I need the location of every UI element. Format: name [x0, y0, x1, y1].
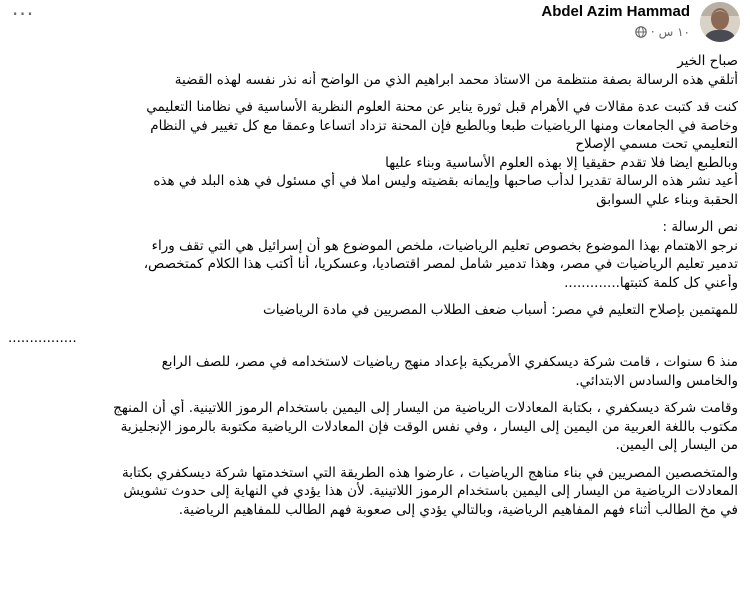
- text-line: والمتخصصين المصريين في بناء مناهج الرياضيات ، عارضوا هذه الطريقة التي استخدمتها شركة ديسكفري بكتابة: [122, 464, 738, 481]
- paragraph-intro: [8, 98, 738, 209]
- post-body: [8, 52, 738, 528]
- text-line: نرجو الاهتمام بهذا الموضوع بخصوص تعليم الرياضيات، ملخص الموضوع هو أن إسرائيل هي التي تقف وراء: [151, 237, 738, 254]
- text-line: وبالطبع ايضا فلا تقدم حقيقيا إلا بهذه العلوم الأساسية وبناء عليها: [385, 154, 738, 171]
- avatar-photo: [700, 2, 740, 42]
- text-line: كنت قد كتبت عدة مقالات في الأهرام قبل ثورة يناير عن محنة العلوم النظرية الأساسية في نظامنا التعليمي: [146, 99, 738, 115]
- text-line: الحقبة وبناء علي السوابق: [596, 191, 738, 208]
- text-line: منذ 6 سنوات ، قامت شركة ديسكفري الأمريكية بإعداد منهج رياضيات لاستخدامه في مصر، للصف الرابع: [161, 354, 738, 370]
- text-line: أعيد نشر هذه الرسالة تقديرا لدأب صاحبها وإيمانه بقضيته وليس املا في أي مسئول في هذه البلد في هذه: [153, 173, 738, 189]
- author-name[interactable]: Abdel Azim Hammad: [541, 3, 690, 20]
- text-line: من اليسار إلى اليمين.: [615, 437, 738, 453]
- text-line: المعادلات الرياضية من اليسار إلى اليمين باستخدام الرموز اللاتينية. لأن هذا يؤدي في النهاية إلى حدوث تشويش: [123, 483, 738, 499]
- text-line: التعليمي تحت مسمي الإصلاح: [575, 136, 738, 152]
- text-line: وقامت شركة ديسكفري ، بكتابة المعادلات الرياضية من اليسار إلى اليمين باستخدام الرموز اللاتينية. أي أن المنهج: [113, 400, 738, 416]
- paragraph-equations: [8, 399, 738, 455]
- post-meta: [635, 25, 690, 39]
- separator-dots: ................: [8, 329, 77, 346]
- text-line: مكتوب باللغة العربية من اليمين إلى اليسار ، وفي نفس الوقت فإن المعادلات الرياضية مكتوبة بالرموز الإنجليزية: [120, 418, 738, 435]
- paragraph-greeting: [8, 52, 738, 89]
- paragraph-heading: [8, 301, 738, 320]
- text-line: للمهتمين بإصلاح التعليم في مصر: أسباب ضعف الطلاب المصريين في مادة الرياضيات: [263, 302, 738, 318]
- globe-icon[interactable]: [635, 26, 647, 38]
- author-avatar[interactable]: [700, 2, 740, 42]
- paragraph-discovery: [8, 353, 738, 390]
- text-line: نص الرسالة :: [662, 219, 738, 235]
- text-line: والخامس والسادس الابتدائي.: [575, 372, 738, 389]
- text-line: تدمير تعليم الرياضيات في مصر، وهذا تدمير شامل لمصر اقتصاديا، وعسكريا، أنا أكتب هذا الكلام كمتخصص،: [143, 256, 738, 272]
- post-time[interactable]: ١٠ س: [658, 25, 690, 39]
- meta-separator: ·: [650, 25, 655, 39]
- more-options-icon[interactable]: ···: [12, 2, 35, 26]
- paragraph-message: [8, 218, 738, 292]
- text-line: وخاصة في الجامعات ومنها الرياضيات طبعا وبالطبع فإن المحنة تزداد اتساعا وعمقا مع كل تغيير في النظام: [150, 117, 738, 134]
- text-line: في مخ الطالب أثناء فهم المفاهيم الرياضية، وبالتالي يؤدي إلى صعوبة فهم الطالب للمفاهيم الرياضية.: [178, 501, 738, 518]
- text-line: صباح الخير: [677, 53, 738, 69]
- text-line: أتلقي هذه الرسالة بصفة منتظمة من الاستاذ محمد ابراهيم الذي من الواضح أنه نذر نفسه لهذه القضية: [174, 71, 738, 88]
- text-line: وأعني كل كلمة كتبتها.............: [564, 274, 738, 291]
- paragraph-specialists: [8, 464, 738, 520]
